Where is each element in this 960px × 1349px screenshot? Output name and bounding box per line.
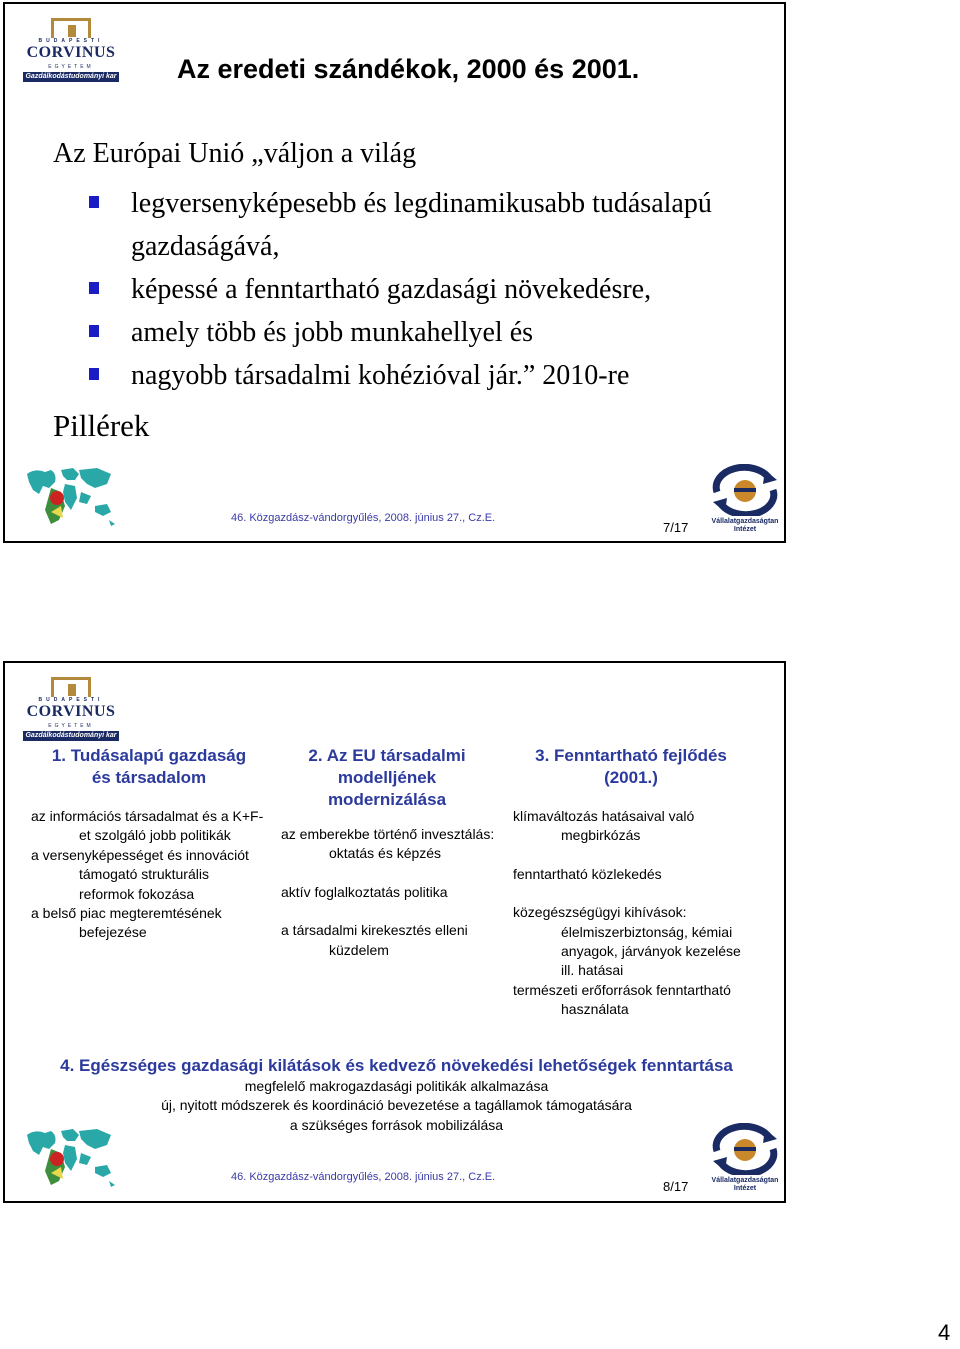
pillar-heading: 4. Egészséges gazdasági kilátások és kedvező növekedési lehetőségek fenntartása [60, 1056, 733, 1075]
institute-logo [705, 464, 785, 538]
document-page-number: 4 [938, 1320, 951, 1345]
list-item: aktív foglalkoztatás politika [281, 883, 448, 900]
list-item: természeti erőforrások fenntartható használata [513, 981, 731, 1018]
logo-corvinus: CORVINUS [26, 703, 116, 720]
logo-budapesti: BUDAPESTI [38, 38, 104, 44]
world-map-icon [21, 466, 117, 528]
pillar-4 [5, 1055, 786, 1135]
bullet-square-icon [89, 282, 99, 294]
list-item: képessé a fenntartható gazdasági növekedésre, [89, 268, 769, 311]
list-item: a belső piac megteremtésének befejezése [31, 905, 222, 941]
pillar-heading: 2. Az EU társadalmi modelljének modernizálása [308, 746, 466, 809]
logo-egyetem: EGYETEM [48, 723, 94, 729]
corvinus-logo [21, 18, 121, 88]
logo-text-line2: Intézet [733, 526, 757, 533]
slide-footer: 46. Közgazdász-vándorgyűlés, 2008. június 27., Cz.E. [231, 1171, 496, 1183]
bullet-square-icon [89, 368, 99, 380]
logo-corvinus: CORVINUS [26, 44, 116, 61]
pillar-3 [513, 745, 749, 1020]
page-number: 8/17 [663, 1179, 689, 1194]
list-item: megfelelő makrogazdasági politikák alkalmazása [244, 1078, 549, 1094]
logo-faculty: Gazdálkodástudományi kar [23, 72, 119, 82]
pillar-1 [31, 745, 267, 943]
list-item: a szükséges források mobilizálása [289, 1116, 504, 1133]
bullet-list [89, 182, 769, 397]
list-item: nagyobb társadalmi kohézióval jár.” 2010-re [89, 354, 769, 397]
corvinus-emblem-icon [51, 18, 91, 38]
pillar-heading: 1. Tudásalapú gazdaság és társadalom [51, 746, 247, 787]
logo-faculty: Gazdálkodástudományi kar [23, 731, 119, 741]
list-item: a versenyképességet és innovációt támogató strukturális reformok fokozása [31, 846, 249, 902]
list-item: amely több és jobb munkahellyel és [89, 311, 769, 354]
slide-footer: 46. Közgazdász-vándorgyűlés, 2008. június 27., Cz.E. [231, 512, 496, 524]
corvinus-logo [21, 677, 121, 747]
world-map-icon [21, 1127, 117, 1189]
recycle-arrows-icon [705, 464, 785, 516]
pillar-heading: 3. Fenntartható fejlődés (2001.) [535, 746, 727, 787]
list-item: a társadalmi kirekesztés elleni küzdelem [281, 922, 468, 958]
logo-budapesti: BUDAPESTI [38, 697, 104, 703]
list-item: fenntartható közlekedés [513, 865, 662, 882]
slide-title: Az eredeti szándékok, 2000 és 2001. [177, 54, 640, 84]
list-item: közegészségügyi kihívások: élelmiszerbiztonság, kémiai anyagok, járványok kezelése ill. hatásai [513, 904, 741, 979]
logo-text-line1: Vállalatgazdaságtan [711, 518, 779, 525]
pillar-2 [281, 745, 503, 960]
list-item: új, nyitott módszerek és koordináció bevezetése a tagállamok támogatására [161, 1097, 632, 1114]
list-item: legversenyképesebb és legdinamikusabb tudásalapú gazdaságává, [89, 182, 769, 268]
page-number: 7/17 [663, 520, 689, 535]
list-item: az emberekbe történő invesztálás: oktatás és képzés [281, 826, 495, 862]
slide-8 [3, 661, 786, 1203]
logo-text-line1: Vállalatgazdaságtan [711, 1177, 779, 1184]
bullet-square-icon [89, 325, 99, 337]
bullet-square-icon [89, 196, 99, 208]
list-item: klímaváltozás hatásaival való megbirkózás [513, 808, 695, 844]
logo-egyetem: EGYETEM [48, 64, 94, 70]
slide-7 [3, 2, 786, 543]
pillars-label: Pillérek [53, 408, 150, 443]
slide-intro: Az Európai Unió „váljon a világ [53, 138, 417, 169]
logo-text-line2: Intézet [733, 1185, 757, 1192]
list-item: az információs társadalmat és a K+F-et szolgáló jobb politikák [31, 808, 264, 844]
corvinus-emblem-icon [51, 677, 91, 697]
institute-logo [705, 1123, 785, 1197]
recycle-arrows-icon [705, 1123, 785, 1175]
